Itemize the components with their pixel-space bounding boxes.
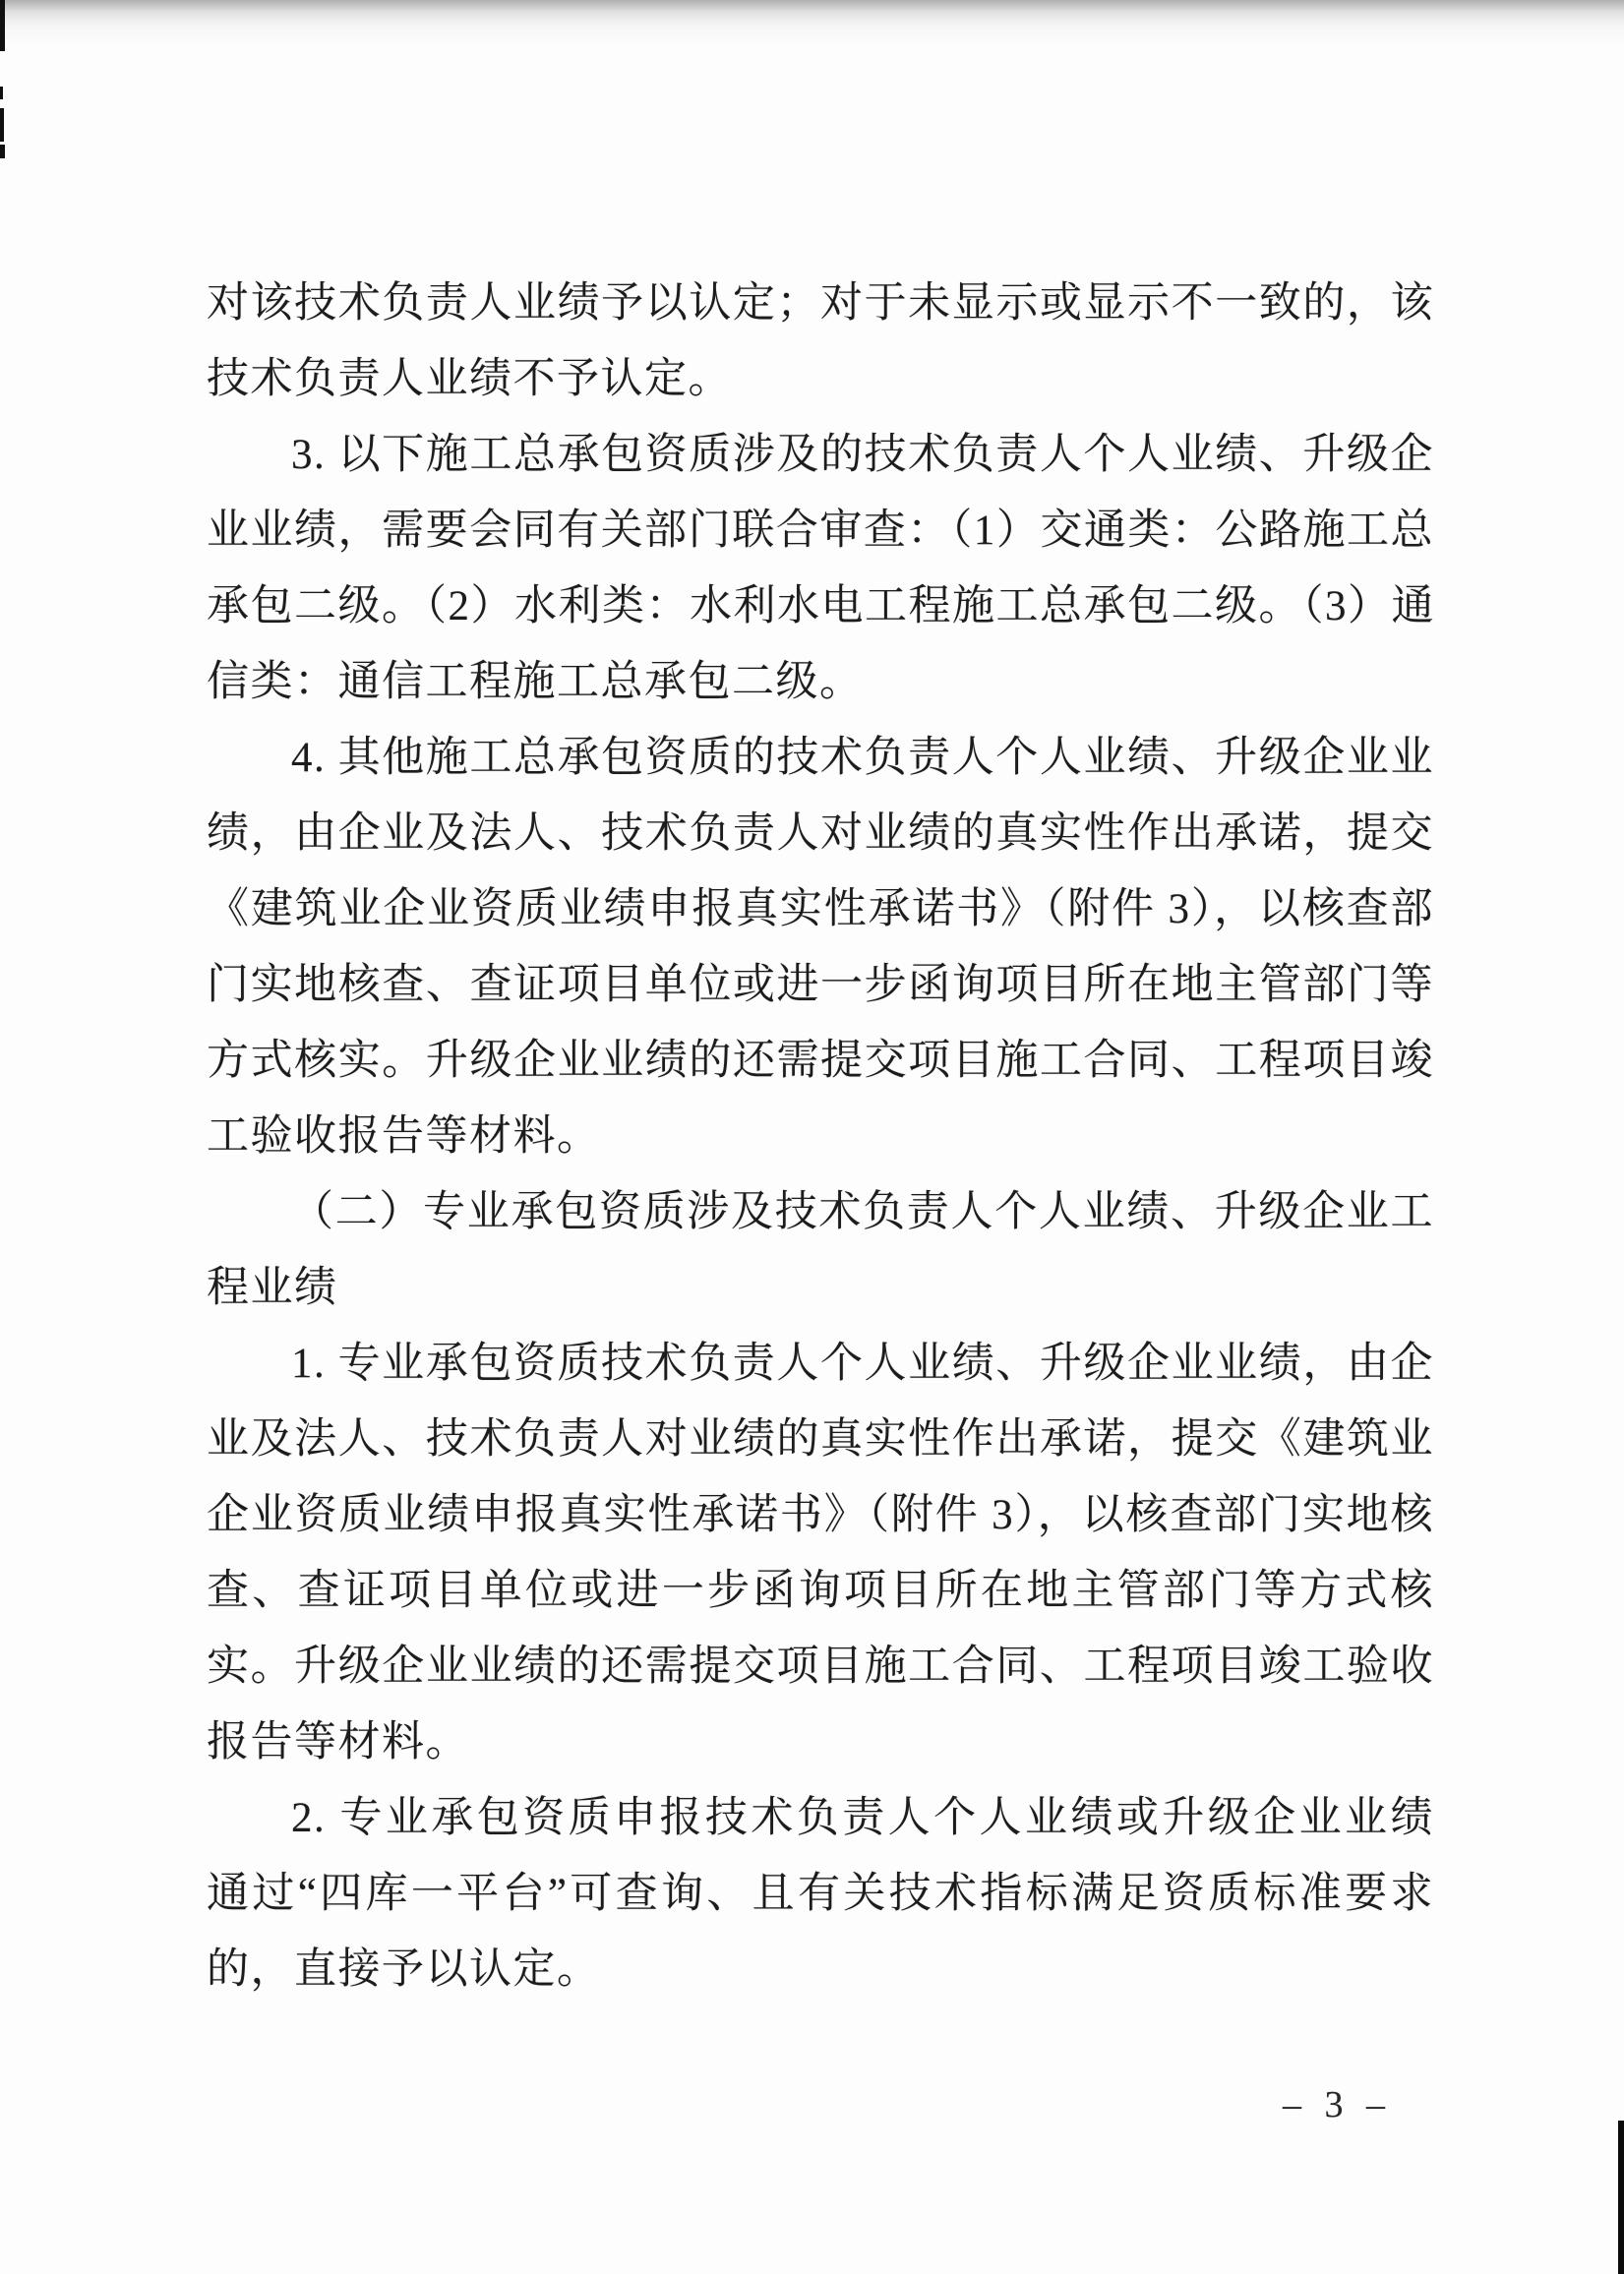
scan-artifact-mark (0, 108, 4, 142)
text-line: 业及法人、技术负责人对业绩的真实性作出承诺，提交《建筑业 (207, 1416, 1434, 1463)
text-line: 方式核实。升级企业业绩的还需提交项目施工合同、工程项目竣 (207, 1038, 1434, 1084)
text-line: 1. 专业承包资质技术负责人个人业绩、升级企业业绩，由企 (291, 1341, 1434, 1387)
text-line: 3. 以下施工总承包资质涉及的技术负责人个人业绩、升级企 (291, 432, 1434, 478)
text-line: 通过“四库一平台”可查询、且有关技术指标满足资质标准要求 (207, 1871, 1434, 1917)
text-line: 门实地核查、查证项目单位或进一步函询项目所在地主管部门等 (207, 962, 1434, 1008)
text-line: 工验收报告等材料。 (207, 1113, 601, 1160)
page-number: – 3 – (1283, 2084, 1392, 2125)
text-line: 的，直接予以认定。 (207, 1946, 601, 1993)
text-line: 对该技术负责人业绩予以认定；对于未显示或显示不一致的，该 (207, 280, 1434, 327)
text-line: 查、查证项目单位或进一步函询项目所在地主管部门等方式核 (207, 1568, 1434, 1614)
text-line: 企业资质业绩申报真实性承诺书》（附件 3），以核查部门实地核 (207, 1492, 1434, 1538)
text-line: 信类：通信工程施工总承包二级。 (207, 659, 864, 705)
text-line: 报告等材料。 (207, 1719, 469, 1765)
paragraph-item-1 (207, 1326, 1434, 1780)
text-line: 2. 专业承包资质申报技术负责人个人业绩或升级企业业绩 (291, 1795, 1434, 1841)
scan-artifact-right-edge (1618, 2121, 1624, 2274)
paragraph-item-3 (207, 417, 1434, 720)
paragraph-item-4 (207, 720, 1434, 1174)
text-line: 实。升级企业业绩的还需提交项目施工合同、工程项目竣工验收 (207, 1644, 1434, 1690)
document-body (207, 266, 1434, 2007)
scan-artifact-mark (0, 87, 3, 99)
scan-artifact-mark (0, 145, 5, 158)
text-line: 绩，由企业及法人、技术负责人对业绩的真实性作出承诺，提交 (207, 810, 1434, 857)
text-line: 技术负责人业绩不予认定。 (207, 356, 732, 402)
scan-edge-shading (0, 0, 1624, 45)
paragraph-continuation (207, 266, 1434, 417)
section-heading-2 (207, 1174, 1434, 1326)
text-line: 《建筑业企业资质业绩申报真实性承诺书》（附件 3），以核查部 (207, 886, 1434, 932)
text-line: 承包二级。（2）水利类：水利水电工程施工总承包二级。（3）通 (207, 583, 1435, 629)
text-line: （二）专业承包资质涉及技术负责人个人业绩、升级企业工 (291, 1189, 1434, 1235)
paragraph-item-2 (207, 1780, 1434, 2007)
text-line: 程业绩 (207, 1265, 338, 1311)
scan-artifact-mark (0, 0, 5, 51)
text-line: 业业绩，需要会同有关部门联合审查：（1）交通类：公路施工总 (207, 508, 1434, 554)
text-line: 4. 其他施工总承包资质的技术负责人个人业绩、升级企业业 (291, 735, 1434, 781)
